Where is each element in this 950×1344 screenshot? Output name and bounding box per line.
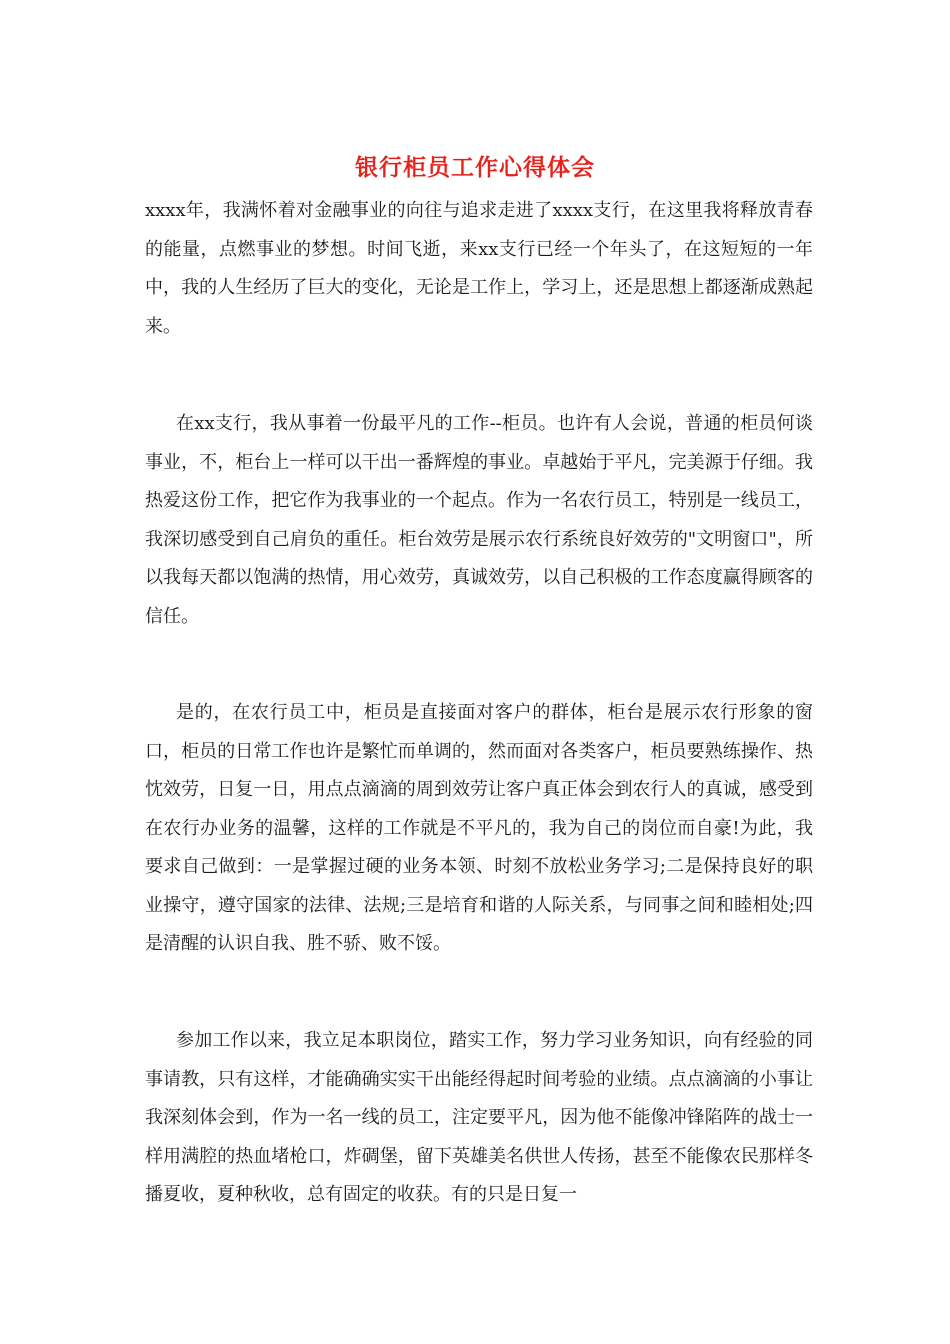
paragraph-1: xxxx年，我满怀着对金融事业的向往与追求走进了xxxx支行，在这里我将释放青春的能量，点燃事业的梦想。时间飞逝，来xx支行已经一个年头了，在这短短的一年中，我的人生经历了巨大的变化，无论是工作上，学习上，还是思想上都逐渐成熟起来。 [145, 200, 813, 337]
paragraph-3: 是的，在农行员工中，柜员是直接面对客户的群体，柜台是展示农行形象的窗口，柜员的日常工作也许是繁忙而单调的，然而面对各类客户，柜员要熟练操作、热忱效劳，日复一日，用点点滴滴的周到效劳让客户真正体会到农行人的真诚，感受到在农行办业务的温馨，这样的工作就是不平凡的，我为自己的岗位而自豪!为此，我要求自己做到：一是掌握过硬的业务本领、时刻不放松业务学习;二是保持良好的职业操守，遵守国家的法律、法规;三是培育和谐的人际关系，与同事之间和睦相处;四是清醒的认识自我、胜不骄、败不馁。 [145, 702, 813, 954]
document-title: 银行柜员工作心得体会 [355, 155, 595, 181]
paragraph-2: 在xx支行，我从事着一份最平凡的工作--柜员。也许有人会说，普通的柜员何谈事业，不，柜台上一样可以干出一番辉煌的事业。卓越始于平凡，完美源于仔细。我热爱这份工作，把它作为我事业的一个起点。作为一名农行员工，特别是一线员工，我深切感受到自己肩负的重任。柜台效劳是展示农行系统良好效劳的"文明窗口"，所以我每天都以饱满的热情，用心效劳，真诚效劳，以自己积极的工作态度赢得顾客的信任。 [145, 413, 813, 627]
paragraph-4: 参加工作以来，我立足本职岗位，踏实工作，努力学习业务知识，向有经验的同事请教，只有这样，才能确确实实干出能经得起时间考验的业绩。点点滴滴的小事让我深刻体会到，作为一名一线的员工，注定要平凡，因为他不能像冲锋陷阵的战士一样用满腔的热血堵枪口，炸碉堡，留下英雄美名供世人传扬，甚至不能像农民那样冬播夏收，夏种秋收，总有固定的收获。有的只是日复一 [145, 1030, 813, 1205]
